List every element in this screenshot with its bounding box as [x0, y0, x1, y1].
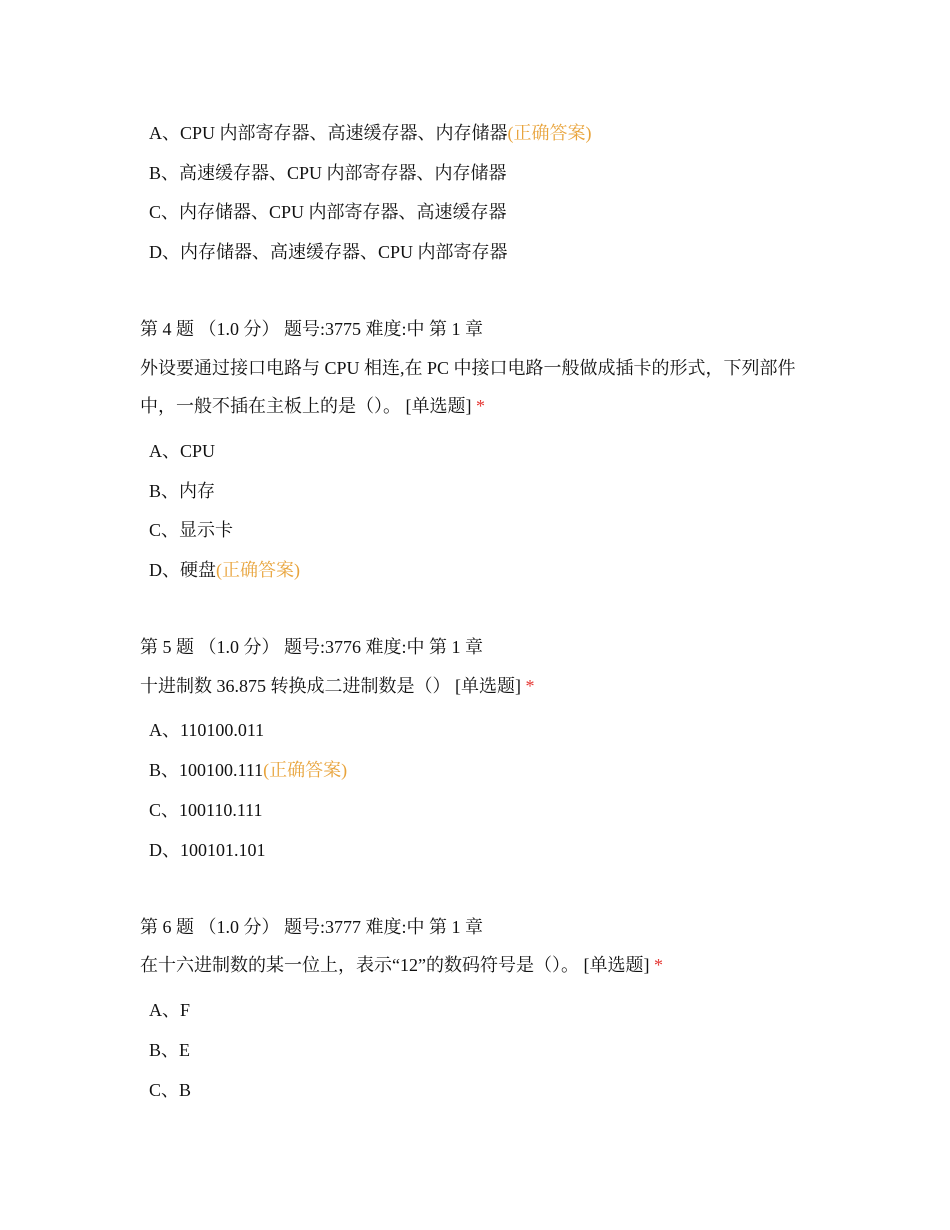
question-6-text: 在十六进制数的某一位上，表示“12”的数码符号是（）。 [单选题] * [140, 955, 663, 975]
option-d[interactable]: D、硬盘(正确答案) [149, 560, 300, 580]
question-4-header: 第 4 题 （1.0 分） 题号:3775 难度:中 第 1 章 [140, 319, 484, 339]
question-5-text: 十进制数 36.875 转换成二进制数是（） [单选题] * [140, 676, 535, 696]
required-marker: * [525, 676, 535, 696]
option-d[interactable]: D、100101.101 [149, 840, 266, 860]
correct-answer-tag: (正确答案) [507, 123, 592, 143]
option-c[interactable]: C、显示卡 [149, 520, 234, 540]
option-b[interactable]: B、高速缓存器、CPU 内部寄存器、内存储器 [149, 163, 507, 183]
correct-answer-tag: (正确答案) [263, 760, 348, 780]
option-a[interactable]: A、F [149, 1000, 191, 1020]
correct-answer-tag: (正确答案) [216, 560, 300, 580]
option-a[interactable]: A、110100.011 [149, 720, 265, 740]
option-c[interactable]: C、内存储器、CPU 内部寄存器、高速缓存器 [149, 202, 507, 222]
option-b[interactable]: B、100100.111(正确答案) [149, 760, 348, 780]
option-b[interactable]: B、E [149, 1040, 191, 1060]
option-d[interactable]: D、内存储器、高速缓存器、CPU 内部寄存器 [149, 242, 508, 262]
required-marker: * [653, 955, 663, 975]
required-marker: * [476, 396, 485, 416]
question-5-header: 第 5 题 （1.0 分） 题号:3776 难度:中 第 1 章 [140, 637, 484, 657]
option-c[interactable]: C、100110.111 [149, 800, 263, 820]
option-b[interactable]: B、内存 [149, 481, 216, 501]
question-4-text: 外设要通过接口电路与 CPU 相连,在 PC 中接口电路一般做成插卡的形式，下列部件中，一般不插在主板上的是（）。 [单选题] * [140, 358, 796, 416]
option-a[interactable]: A、CPU [149, 441, 216, 461]
option-c[interactable]: C、B [149, 1080, 192, 1100]
option-a[interactable]: A、CPU 内部寄存器、高速缓存器、内存储器(正确答案) [149, 123, 592, 143]
question-6-header: 第 6 题 （1.0 分） 题号:3777 难度:中 第 1 章 [140, 917, 484, 937]
